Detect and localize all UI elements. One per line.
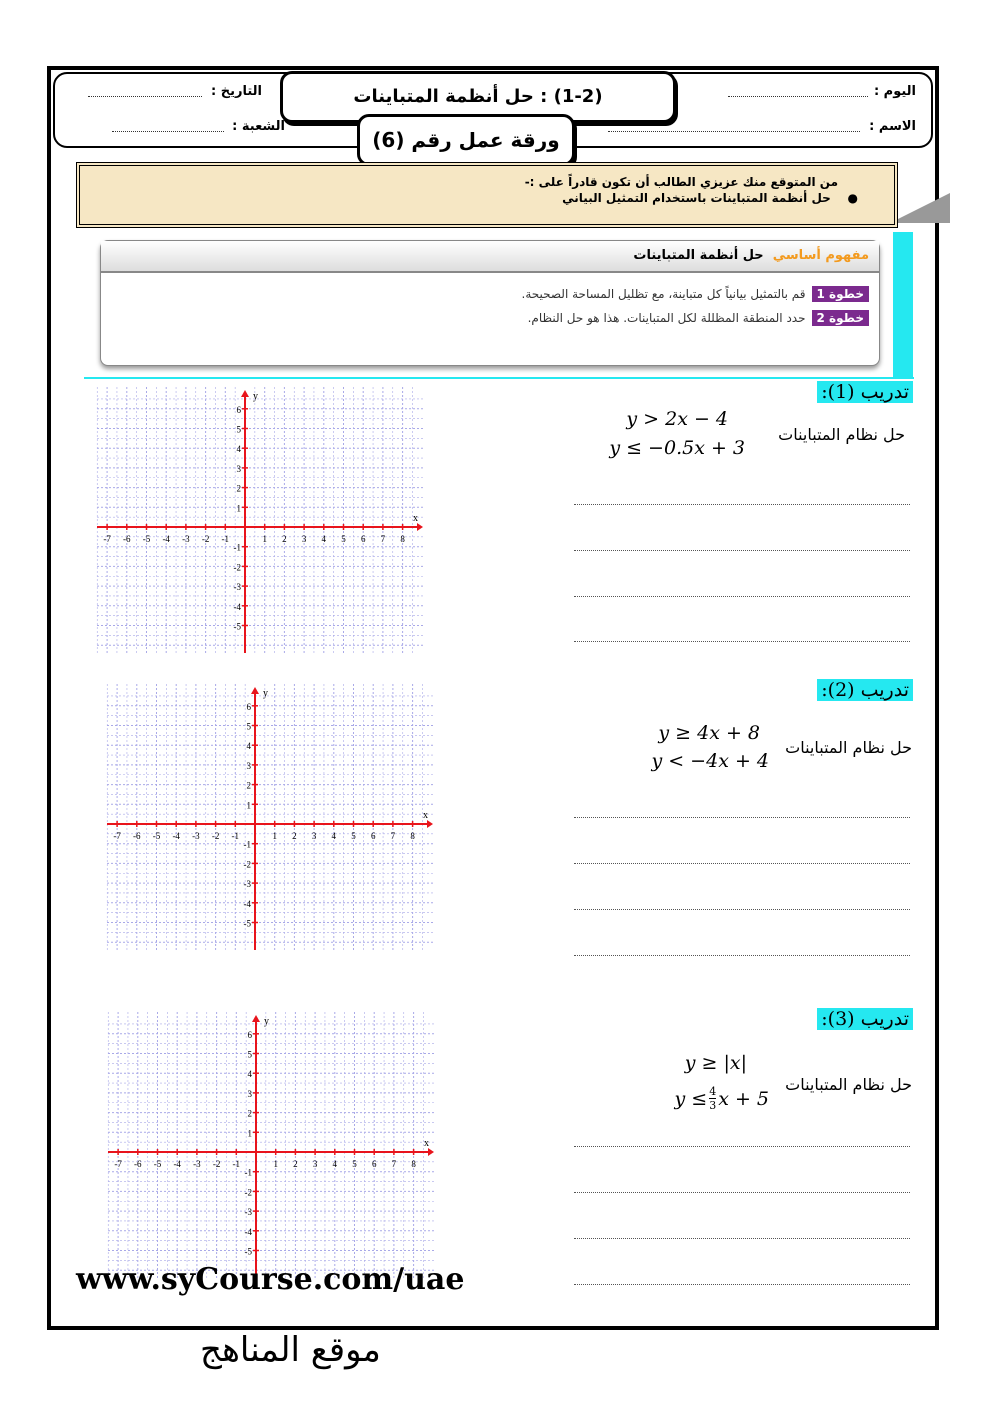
y-tick-label: 1 [236, 503, 241, 514]
x-tick-label: 3 [311, 831, 317, 841]
y-tick-label: 6 [246, 701, 251, 712]
x-tick-label: 8 [400, 534, 405, 544]
y-tick-label: 5 [247, 1049, 252, 1060]
y-axis-label: y [263, 688, 268, 699]
y-tick-label: -3 [243, 879, 251, 890]
x-tick-label: -2 [212, 1159, 221, 1169]
y-axis-arrow [251, 687, 259, 694]
x-tick-label: -6 [133, 831, 141, 841]
exercise-2-eq2: y < −4x + 4 [651, 750, 769, 772]
exercise-3-eq1: y ≥ |x| [684, 1052, 747, 1074]
answer-line[interactable] [574, 1238, 910, 1239]
y-tick-label: -2 [244, 1187, 252, 1198]
answer-line[interactable] [574, 550, 910, 551]
x-tick-label: -2 [211, 831, 220, 841]
x-tick-label: -3 [182, 534, 190, 544]
x-tick-label: -4 [162, 534, 170, 544]
objectives-box [76, 162, 898, 228]
answer-line[interactable] [574, 504, 910, 505]
x-tick-label: -1 [221, 534, 230, 544]
y-tick-label: 4 [246, 741, 251, 752]
answer-line[interactable] [574, 641, 910, 642]
x-tick-label: 8 [411, 1159, 416, 1169]
y-axis-label: y [264, 1016, 269, 1027]
concept-title: حل أنظمة المتباينات [633, 248, 764, 263]
answer-line[interactable] [574, 1284, 910, 1285]
x-tick-label: 6 [370, 831, 376, 841]
x-tick-label: 5 [352, 1159, 357, 1169]
exercise-3-prompt: حل نظام المتباينات [785, 1075, 912, 1094]
day-field[interactable] [728, 96, 868, 97]
exercise-2-eq1: y ≥ 4x + 8 [658, 722, 760, 744]
x-tick-label: 7 [391, 1159, 397, 1169]
y-axis-arrow [252, 1015, 260, 1022]
y-tick-label: -5 [244, 1246, 252, 1257]
x-tick-label: 1 [262, 534, 267, 544]
x-tick-label: -6 [134, 1159, 142, 1169]
answer-line[interactable] [574, 596, 910, 597]
y-tick-label: 5 [246, 721, 251, 732]
x-axis-label: x [423, 810, 428, 821]
exercise-1-eq2: y ≤ −0.5x + 3 [609, 437, 745, 459]
answer-line[interactable] [574, 1146, 910, 1147]
exercise-1-eq1: y > 2x − 4 [626, 408, 728, 430]
y-tick-label: 4 [236, 444, 241, 455]
answer-line[interactable] [574, 817, 910, 818]
x-tick-label: -1 [232, 1159, 241, 1169]
fraction [709, 1085, 716, 1112]
watermark: www.syCourse.com/uae [76, 1262, 465, 1297]
exercise-1-prompt: حل نظام المتباينات [778, 425, 905, 444]
x-tick-label: 3 [312, 1159, 318, 1169]
x-tick-label: 8 [410, 831, 415, 841]
y-tick-label: 3 [247, 1088, 252, 1099]
date-field[interactable] [88, 96, 202, 97]
key-concept-box [100, 240, 880, 366]
x-tick-label: 7 [390, 831, 396, 841]
step-1-text: قم بالتمثيل بيانياً كل متباينة، مع تظليل المساحة الصحيحة. [521, 287, 806, 301]
x-tick-label: -7 [114, 1159, 122, 1169]
exercise-3-eq2 [674, 1085, 769, 1112]
cyan-rule [84, 377, 914, 379]
answer-line[interactable] [574, 863, 910, 864]
y-tick-label: -2 [243, 859, 251, 870]
x-tick-label: 7 [380, 534, 386, 544]
day-label: اليوم : [873, 84, 916, 99]
y-tick-label: 2 [236, 483, 241, 494]
y-tick-label: 6 [247, 1029, 252, 1040]
step-2-text: حدد المنطقة المظللة لكل المتباينات. هذا هو حل النظام. [527, 311, 806, 325]
x-tick-label: -3 [192, 831, 200, 841]
y-tick-label: -4 [233, 601, 241, 612]
y-axis-arrow [241, 390, 249, 397]
x-tick-label: 6 [371, 1159, 377, 1169]
x-tick-label: -7 [103, 534, 111, 544]
x-axis-label: x [413, 513, 418, 524]
exercise-1-label: تدريب (1): [817, 381, 913, 403]
y-axis-label: y [253, 391, 258, 402]
x-tick-label: -6 [123, 534, 131, 544]
y-tick-label: -3 [233, 582, 241, 593]
x-tick-label: 2 [292, 831, 297, 841]
y-tick-label: 3 [236, 463, 241, 474]
coordinate-grid-1[interactable] [95, 385, 425, 655]
fraction-denominator: 3 [709, 1099, 717, 1112]
y-tick-label: -4 [244, 1226, 252, 1237]
x-tick-label: -5 [153, 1159, 162, 1169]
x-axis-label: x [424, 1138, 429, 1149]
x-tick-label: 6 [360, 534, 366, 544]
y-tick-label: 1 [246, 800, 251, 811]
bullet-icon: ● [830, 191, 858, 205]
x-tick-label: 3 [301, 534, 307, 544]
eq-part: y ≤ [674, 1087, 708, 1110]
footer-logo-text: موقع المناهج [200, 1330, 381, 1370]
step-1-badge: خطوة 1 [812, 286, 869, 302]
answer-line[interactable] [574, 955, 910, 956]
step-2-badge: خطوة 2 [812, 310, 869, 326]
y-tick-label: 3 [246, 760, 251, 771]
objective-item: حل أنظمة المتباينات باستخدام التمثيل البياني [562, 191, 831, 205]
y-tick-label: -1 [243, 839, 251, 850]
x-tick-label: -5 [142, 534, 151, 544]
coordinate-grid-2[interactable] [105, 682, 435, 952]
x-axis-arrow [417, 523, 423, 531]
x-tick-label: 5 [351, 831, 356, 841]
y-tick-label: 6 [236, 404, 241, 415]
y-tick-label: 2 [246, 780, 251, 791]
name-field[interactable] [608, 131, 860, 132]
date-label: التاريخ : [211, 84, 262, 99]
answer-line[interactable] [574, 909, 910, 910]
section-field[interactable] [112, 131, 224, 132]
y-tick-label: -1 [233, 542, 241, 553]
y-tick-label: -5 [233, 621, 241, 632]
y-tick-label: -3 [244, 1207, 252, 1218]
lesson-title: (1-2) : حل أنظمة المتباينات [280, 71, 676, 123]
eq-part: x + 5 [718, 1087, 769, 1110]
x-tick-label: -1 [231, 831, 240, 841]
x-tick-label: -3 [193, 1159, 201, 1169]
page-curl-decoration [890, 193, 950, 223]
coordinate-grid-3[interactable] [106, 1010, 436, 1280]
fraction-numerator: 4 [709, 1085, 717, 1098]
y-tick-label: 1 [247, 1128, 252, 1139]
x-axis-arrow [428, 1148, 434, 1156]
x-tick-label: 2 [282, 534, 287, 544]
y-tick-label: 2 [247, 1108, 252, 1119]
concept-tag: مفهوم أساسي [772, 248, 869, 263]
x-tick-label: 1 [273, 1159, 278, 1169]
x-tick-label: 5 [341, 534, 346, 544]
x-tick-label: -4 [173, 1159, 181, 1169]
exercise-2-prompt: حل نظام المتباينات [785, 738, 912, 757]
x-tick-label: 2 [293, 1159, 298, 1169]
x-tick-label: 4 [321, 534, 327, 544]
x-tick-label: 4 [331, 831, 337, 841]
y-tick-label: -2 [233, 562, 241, 573]
answer-line[interactable] [574, 1192, 910, 1193]
y-tick-label: 5 [236, 424, 241, 435]
objectives-intro: من المتوقع منك عزيزي الطالب أن تكون قادراً على :- [524, 175, 838, 189]
section-label: الشعبة : [232, 119, 285, 134]
x-tick-label: -7 [113, 831, 121, 841]
x-tick-label: 4 [332, 1159, 338, 1169]
x-tick-label: -2 [201, 534, 210, 544]
y-tick-label: 4 [247, 1069, 252, 1080]
x-tick-label: 1 [272, 831, 277, 841]
x-axis-arrow [427, 820, 433, 828]
name-label: الاسم : [869, 119, 916, 134]
worksheet-title: ورقة عمل رقم (6) [357, 114, 575, 166]
exercise-2-label: تدريب (2): [817, 679, 913, 701]
y-tick-label: -4 [243, 898, 251, 909]
y-tick-label: -1 [244, 1167, 252, 1178]
cyan-bar [893, 232, 913, 378]
x-tick-label: -5 [152, 831, 161, 841]
y-tick-label: -5 [243, 918, 251, 929]
exercise-3-label: تدريب (3): [817, 1008, 913, 1030]
x-tick-label: -4 [172, 831, 180, 841]
